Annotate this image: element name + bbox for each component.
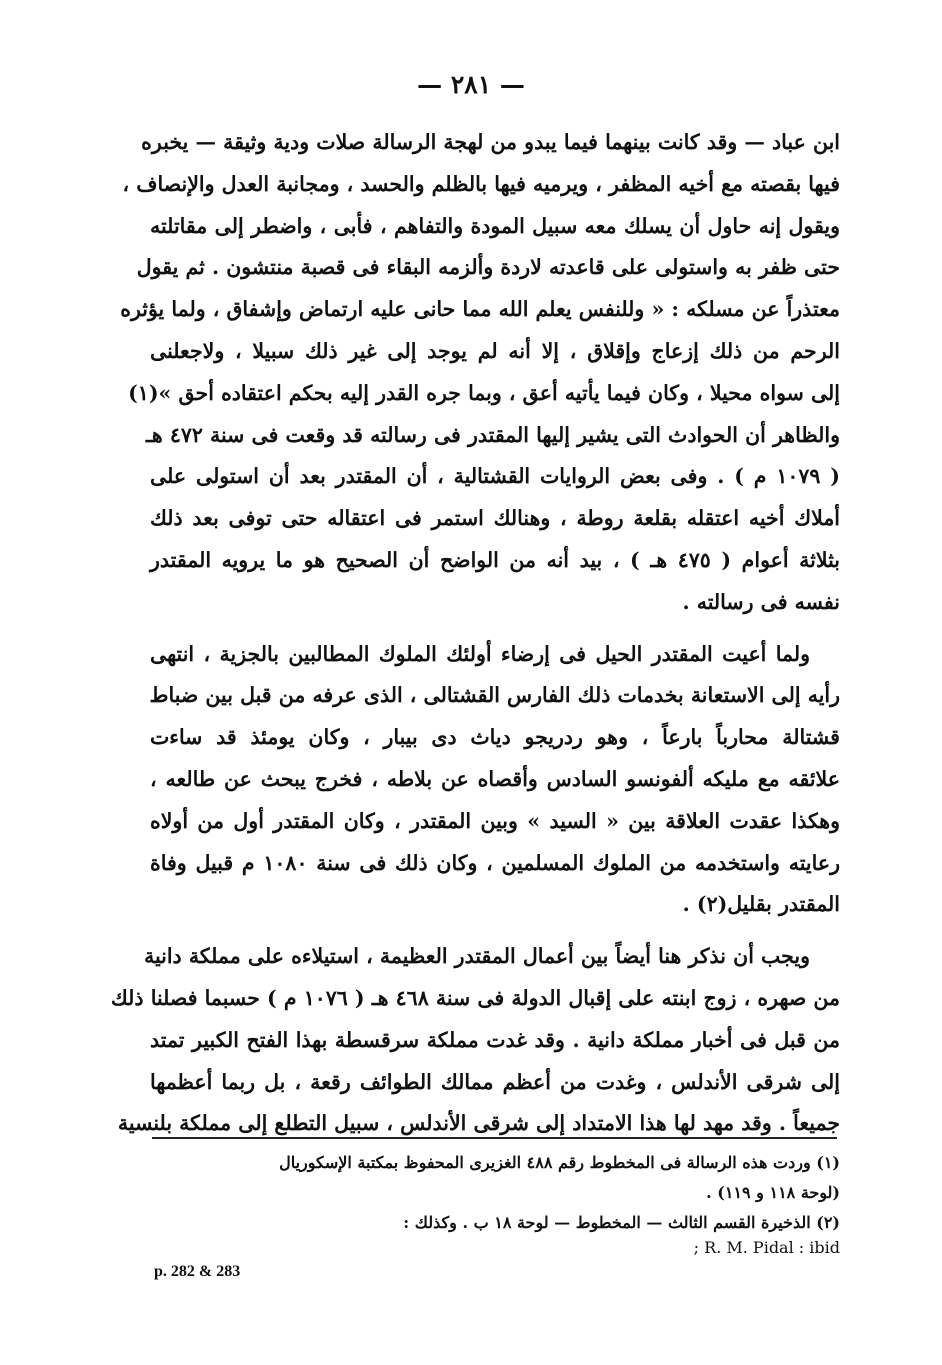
footnote-divider [152, 1137, 837, 1139]
text-line: ولما أعيت المقتدر الحيل فى إرضاء أولئك الملوك المطالبين بالجزية ، انتهى [150, 641, 810, 666]
text-line: أملاك أخيه اعتقله بقلعة روطة ، وهنالك استمر فى اعتقاله حتى توفى بعد ذلك [150, 506, 840, 531]
paragraph-2 [150, 634, 840, 927]
paragraph-spacer [150, 926, 840, 936]
text-line: إلى شرقى الأندلس ، وغدت من أعظم ممالك الطوائف رقعة ، بل ربما أعظمها [150, 1069, 840, 1094]
text-line: حتى ظفر به واستولى على قاعدته لاردة وألزمه البقاء فى قصبة منتشون . ثم يقول [136, 255, 840, 280]
footnote-1-line-2: (لوحة ١١٨ و ١١٩) . [706, 1183, 840, 1202]
text-line: ويجب أن نذكر هنا أيضاً بين أعمال المقتدر العظيمة ، استيلاءه على مملكة دانية [143, 944, 810, 969]
footnotes [150, 1148, 840, 1287]
footnote-2-latin-pages: p. 282 & 283 [154, 1263, 241, 1280]
text-line: جميعاً . وقد مهد لها هذا الامتداد إلى شرقى الأندلس ، سبيل التطلع إلى مملكة بلنسية [117, 1111, 840, 1136]
text-line: وهكذا عقدت العلاقة بين « السيد » وبين المقتدر ، وكان المقتدر أول من أولاه [150, 808, 840, 833]
text-line: قشتالة محارباً بارعاً ، وهو ردريجو دياث دى بيبار ، وكان يومئذ قد ساءت [150, 725, 840, 750]
text-line: ويقول إنه حاول أن يسلك معه سبيل المودة والتفاهم ، فأبى ، واضطر إلى مقاتلته [150, 213, 840, 238]
text-line: فيها بقصته مع أخيه المظفر ، ويرميه فيها بالظلم والحسد ، ومجانبة العدل والإنصاف ، [122, 171, 840, 196]
text-line: من صهره ، زوج ابنته على إقبال الدولة فى سنة ٤٦٨ هـ ( ١٠٧٦ م ) حسبما فصلنا ذلك [110, 985, 840, 1010]
paragraph-spacer [150, 624, 840, 634]
footnote-2-latin-reference: R. M. Pidal : ibid ; [693, 1238, 840, 1257]
text-line: المقتدر بقليل(٢) . [682, 892, 840, 917]
text-line: علائقه مع مليكه ألفونسو السادس وأقصاه عن بلاطه ، فخرج يبحث عن طالعه ، [150, 766, 840, 791]
text-line: ( ١٠٧٩ م ) . وفى بعض الروايات القشتالية ، أن المقتدر بعد أن استولى على [150, 464, 840, 489]
text-line: إلى سواه محيلا ، وكان فيما يأتيه أعق ، وبما جره القدر إليه بحكم اعتقاده أحق »(١) [128, 380, 840, 405]
paragraph-1 [120, 122, 841, 624]
text-line: من قبل فى أخبار مملكة دانية . وقد غدت مملكة سرقسطة بهذا الفتح الكبير تمتد [150, 1027, 840, 1052]
footnote-1-line-1: (١) وردت هذه الرسالة فى المخطوط رقم ٤٨٨ الغزيرى المحفوظ بمكتبة الإسكوريال [279, 1153, 840, 1172]
footnote-2-arabic: (٢) الذخيرة القسم الثالث — المخطوط — لوحة ١٨ ب . وكذلك : [403, 1213, 840, 1232]
text-line: والظاهر أن الحوادث التى يشير إليها المقتدر فى رسالته قد وقعت فى سنة ٤٧٢ هـ [145, 422, 840, 447]
text-line: ابن عباد — وقد كانت بينهما فيما يبدو من لهجة الرسالة صلات ودية وثيقة — يخبره [141, 130, 840, 154]
text-line: رأيه إلى الاستعانة بخدمات ذلك الفارس القشتالى ، الذى عرفه من قبل بين ضباط [149, 683, 840, 708]
footnote-2-row [150, 1208, 840, 1257]
page-number: — ٢٨١ — [417, 70, 525, 99]
text-line: رعايته واستخدمه من الملوك المسلمين ، وكان ذلك فى سنة ١٠٨٠ م قبيل وفاة [150, 850, 840, 875]
text-line: بثلاثة أعوام ( ٤٧٥ هـ ) ، بيد أنه من الواضح أن الصحيح هو ما يرويه المقتدر [150, 547, 841, 572]
text-line: الرحم من ذلك إزعاج وإقلاق ، إلا أنه لم يوجد إلى غير ذلك سبيلا ، ولاجعلنى [150, 338, 840, 363]
body-text [110, 122, 841, 1145]
text-line: نفسه فى رسالته . [682, 589, 840, 614]
text-line: معتذراً عن مسلكه : « وللنفس يعلم الله مما حانى عليه ارتماض وإشفاق ، ولما يؤثره [120, 297, 840, 322]
paragraph-3 [110, 936, 840, 1145]
